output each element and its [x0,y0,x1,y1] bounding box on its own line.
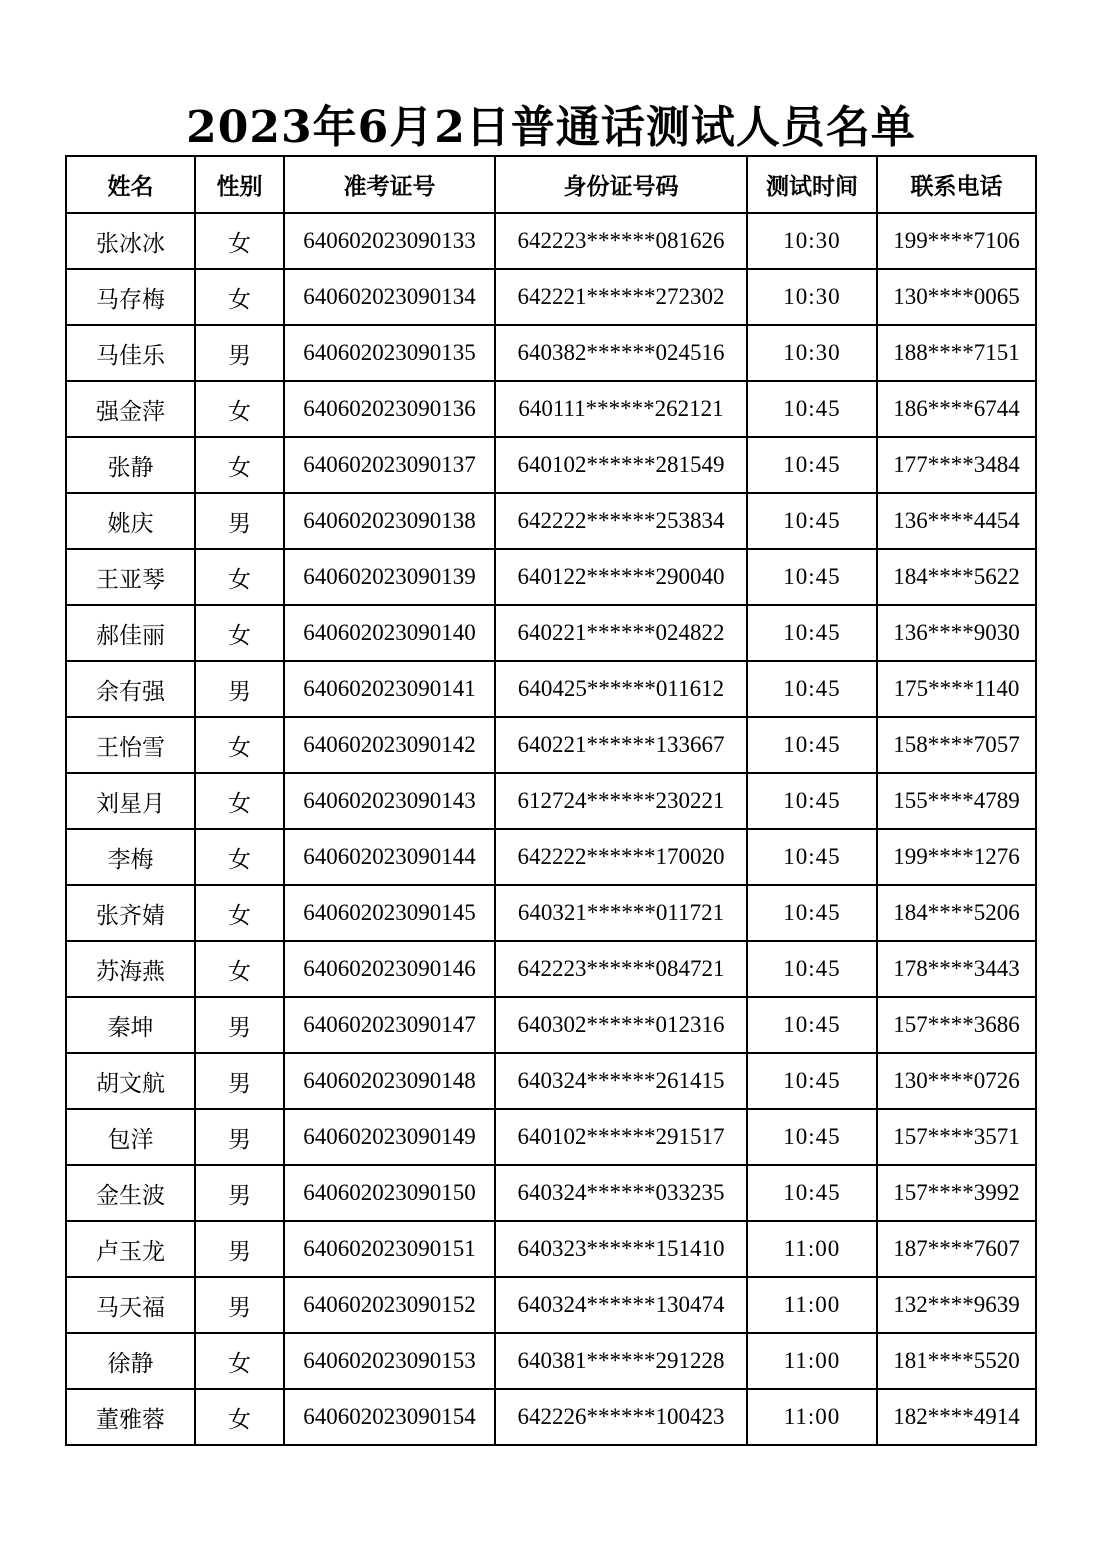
table-row [66,493,1036,549]
cell-name: 马天福 [66,1277,195,1333]
cell-test-time: 10:45 [747,829,877,885]
cell-gender: 男 [195,1053,284,1109]
cell-name: 张静 [66,437,195,493]
cell-phone: 184****5206 [877,885,1036,941]
table-row [66,269,1036,325]
cell-test-time: 10:45 [747,493,877,549]
table-row [66,1333,1036,1389]
cell-gender: 女 [195,1389,284,1445]
roster-body [66,213,1036,1445]
cell-test-time: 10:45 [747,941,877,997]
cell-exam-number: 640602023090145 [284,885,495,941]
cell-id-number: 612724******230221 [495,773,747,829]
cell-id-number: 640221******133667 [495,717,747,773]
cell-name: 秦坤 [66,997,195,1053]
cell-exam-number: 640602023090138 [284,493,495,549]
cell-exam-number: 640602023090139 [284,549,495,605]
cell-id-number: 640221******024822 [495,605,747,661]
cell-phone: 136****9030 [877,605,1036,661]
cell-phone: 158****7057 [877,717,1036,773]
cell-id-number: 640302******012316 [495,997,747,1053]
cell-name: 郝佳丽 [66,605,195,661]
cell-phone: 188****7151 [877,325,1036,381]
cell-phone: 130****0065 [877,269,1036,325]
cell-name: 董雅蓉 [66,1389,195,1445]
column-header-exam-number: 准考证号 [284,156,495,213]
cell-id-number: 640324******261415 [495,1053,747,1109]
cell-name: 张冰冰 [66,213,195,269]
table-row [66,773,1036,829]
table-row [66,1277,1036,1333]
page-title: 2023年6月2日普通话测试人员名单 [186,102,916,153]
cell-exam-number: 640602023090152 [284,1277,495,1333]
cell-exam-number: 640602023090141 [284,661,495,717]
cell-name: 姚庆 [66,493,195,549]
cell-id-number: 640122******290040 [495,549,747,605]
cell-name: 胡文航 [66,1053,195,1109]
cell-gender: 女 [195,885,284,941]
cell-test-time: 11:00 [747,1277,877,1333]
table-row [66,1165,1036,1221]
cell-name: 张齐婧 [66,885,195,941]
cell-name: 余有强 [66,661,195,717]
cell-gender: 女 [195,213,284,269]
table-row [66,213,1036,269]
cell-id-number: 640324******033235 [495,1165,747,1221]
table-row [66,717,1036,773]
cell-id-number: 640382******024516 [495,325,747,381]
cell-id-number: 642226******100423 [495,1389,747,1445]
table-row [66,437,1036,493]
cell-id-number: 642222******170020 [495,829,747,885]
cell-name: 卢玉龙 [66,1221,195,1277]
cell-gender: 男 [195,1221,284,1277]
cell-phone: 136****4454 [877,493,1036,549]
table-row [66,325,1036,381]
cell-phone: 132****9639 [877,1277,1036,1333]
cell-gender: 男 [195,1165,284,1221]
cell-gender: 女 [195,269,284,325]
cell-phone: 184****5622 [877,549,1036,605]
cell-gender: 女 [195,549,284,605]
cell-test-time: 11:00 [747,1389,877,1445]
cell-test-time: 10:45 [747,437,877,493]
cell-test-time: 10:45 [747,661,877,717]
column-header-test-time: 测试时间 [747,156,877,213]
table-row [66,381,1036,437]
cell-test-time: 10:45 [747,997,877,1053]
cell-gender: 女 [195,1333,284,1389]
cell-name: 李梅 [66,829,195,885]
cell-phone: 182****4914 [877,1389,1036,1445]
cell-gender: 男 [195,493,284,549]
cell-test-time: 11:00 [747,1221,877,1277]
cell-id-number: 642223******081626 [495,213,747,269]
cell-gender: 女 [195,381,284,437]
cell-test-time: 10:45 [747,773,877,829]
cell-gender: 男 [195,661,284,717]
cell-name: 王亚琴 [66,549,195,605]
cell-exam-number: 640602023090134 [284,269,495,325]
cell-exam-number: 640602023090150 [284,1165,495,1221]
cell-phone: 157****3686 [877,997,1036,1053]
cell-phone: 178****3443 [877,941,1036,997]
cell-id-number: 640324******130474 [495,1277,747,1333]
cell-name: 徐静 [66,1333,195,1389]
cell-test-time: 10:45 [747,381,877,437]
cell-id-number: 640102******281549 [495,437,747,493]
cell-name: 金生波 [66,1165,195,1221]
cell-name: 苏海燕 [66,941,195,997]
cell-phone: 130****0726 [877,1053,1036,1109]
table-row [66,1221,1036,1277]
table-row [66,829,1036,885]
cell-id-number: 642221******272302 [495,269,747,325]
cell-exam-number: 640602023090140 [284,605,495,661]
cell-test-time: 10:45 [747,717,877,773]
cell-id-number: 640321******011721 [495,885,747,941]
cell-test-time: 10:45 [747,1109,877,1165]
cell-name: 强金萍 [66,381,195,437]
table-row [66,1389,1036,1445]
cell-name: 马佳乐 [66,325,195,381]
table-row [66,549,1036,605]
cell-exam-number: 640602023090149 [284,1109,495,1165]
cell-exam-number: 640602023090144 [284,829,495,885]
cell-phone: 157****3571 [877,1109,1036,1165]
cell-exam-number: 640602023090151 [284,1221,495,1277]
cell-id-number: 640425******011612 [495,661,747,717]
cell-id-number: 642222******253834 [495,493,747,549]
cell-phone: 155****4789 [877,773,1036,829]
cell-phone: 157****3992 [877,1165,1036,1221]
cell-phone: 177****3484 [877,437,1036,493]
table-row [66,941,1036,997]
cell-phone: 175****1140 [877,661,1036,717]
column-header-gender: 性别 [195,156,284,213]
cell-test-time: 10:30 [747,325,877,381]
cell-test-time: 10:30 [747,269,877,325]
cell-test-time: 10:30 [747,213,877,269]
cell-name: 马存梅 [66,269,195,325]
cell-gender: 女 [195,437,284,493]
cell-exam-number: 640602023090135 [284,325,495,381]
cell-id-number: 640111******262121 [495,381,747,437]
cell-test-time: 11:00 [747,1333,877,1389]
cell-name: 王怡雪 [66,717,195,773]
cell-gender: 男 [195,325,284,381]
table-row [66,605,1036,661]
header-row [66,156,1036,213]
cell-id-number: 640102******291517 [495,1109,747,1165]
cell-exam-number: 640602023090133 [284,213,495,269]
cell-id-number: 642223******084721 [495,941,747,997]
cell-test-time: 10:45 [747,1165,877,1221]
cell-exam-number: 640602023090146 [284,941,495,997]
cell-phone: 181****5520 [877,1333,1036,1389]
cell-test-time: 10:45 [747,885,877,941]
cell-gender: 女 [195,717,284,773]
cell-phone: 186****6744 [877,381,1036,437]
cell-gender: 女 [195,829,284,885]
cell-exam-number: 640602023090147 [284,997,495,1053]
table-row [66,1109,1036,1165]
cell-gender: 女 [195,773,284,829]
roster-table [65,155,1037,1446]
cell-gender: 女 [195,605,284,661]
cell-exam-number: 640602023090148 [284,1053,495,1109]
cell-test-time: 10:45 [747,549,877,605]
cell-exam-number: 640602023090136 [284,381,495,437]
cell-phone: 199****7106 [877,213,1036,269]
cell-test-time: 10:45 [747,1053,877,1109]
cell-id-number: 640323******151410 [495,1221,747,1277]
cell-exam-number: 640602023090142 [284,717,495,773]
cell-test-time: 10:45 [747,605,877,661]
cell-gender: 男 [195,1109,284,1165]
cell-phone: 187****7607 [877,1221,1036,1277]
cell-phone: 199****1276 [877,829,1036,885]
cell-gender: 男 [195,1277,284,1333]
cell-id-number: 640381******291228 [495,1333,747,1389]
cell-exam-number: 640602023090154 [284,1389,495,1445]
column-header-id-number: 身份证号码 [495,156,747,213]
table-row [66,661,1036,717]
cell-exam-number: 640602023090143 [284,773,495,829]
table-row [66,1053,1036,1109]
cell-exam-number: 640602023090137 [284,437,495,493]
table-row [66,997,1036,1053]
column-header-name: 姓名 [66,156,195,213]
cell-exam-number: 640602023090153 [284,1333,495,1389]
cell-name: 刘星月 [66,773,195,829]
column-header-phone: 联系电话 [877,156,1036,213]
table-row [66,885,1036,941]
cell-name: 包洋 [66,1109,195,1165]
cell-gender: 女 [195,941,284,997]
cell-gender: 男 [195,997,284,1053]
